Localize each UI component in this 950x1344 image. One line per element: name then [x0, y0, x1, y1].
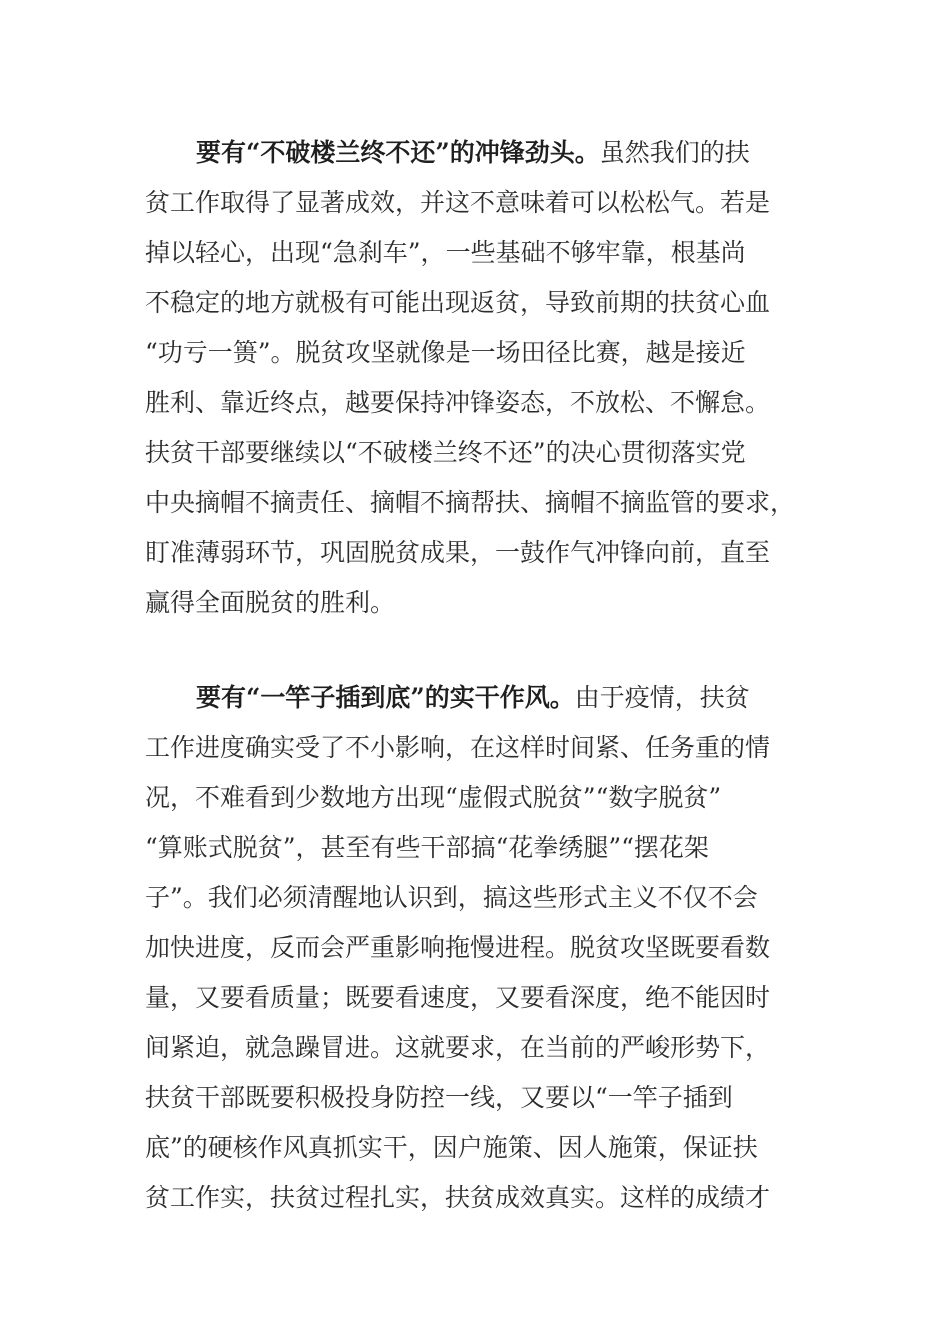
paragraph-line: 工作进度确实受了不小影响，在这样时间紧、任务重的情 — [145, 733, 771, 762]
paragraph-line: “功亏一篑”。脱贫攻坚就像是一场田径比赛，越是接近 — [145, 338, 746, 367]
paragraph-line: 间紧迫，就急躁冒进。这就要求，在当前的严峻形势下， — [145, 1033, 771, 1062]
paragraph-line: 赢得全面脱贫的胜利。 — [145, 588, 396, 617]
paragraph-line: 掉以轻心，出现“急刹车”，一些基础不够牢靠，根基尚 — [145, 238, 746, 267]
paragraph-line: 扶贫干部既要积极投身防控一线，又要以“一竿子插到 — [145, 1083, 733, 1112]
paragraph-line: 子”。我们必须清醒地认识到，搞这些形式主义不仅不会 — [145, 883, 758, 912]
paragraph-lead-heading: 要有“不破楼兰终不还”的冲锋劲头。 — [196, 138, 600, 167]
paragraph-line: 胜利、靠近终点，越要保持冲锋姿态，不放松、不懈怠。 — [145, 388, 771, 417]
paragraph-lead-heading: 要有“一竿子插到底”的实干作风。 — [196, 683, 575, 712]
paragraph-text: 由于疫情，扶贫 — [574, 683, 750, 712]
paragraph-line: 贫工作实，扶贫过程扎实，扶贫成效真实。这样的成绩才 — [145, 1183, 771, 1212]
paragraph-text: 虽然我们的扶 — [599, 138, 750, 167]
paragraph-line: “算账式脱贫”，甚至有些干部搞“花拳绣腿”“摆花架 — [145, 833, 709, 862]
paragraph-first-line — [145, 673, 805, 723]
paragraph-line: 底”的硬核作风真抓实干，因户施策、因人施策，保证扶 — [145, 1133, 758, 1162]
paragraph-charge-spirit — [145, 128, 805, 628]
paragraph-line: 盯准薄弱环节，巩固脱贫成果，一鼓作气冲锋向前，直至 — [145, 538, 771, 567]
paragraph-line: 中央摘帽不摘责任、摘帽不摘帮扶、摘帽不摘监管的要求， — [145, 488, 796, 517]
paragraph-line: 不稳定的地方就极有可能出现返贫，导致前期的扶贫心血 — [145, 288, 771, 317]
paragraph-line: 量，又要看质量；既要看速度，又要看深度，绝不能因时 — [145, 983, 771, 1012]
paragraph-line: 扶贫干部要继续以“不破楼兰终不还”的决心贯彻落实党 — [145, 438, 746, 467]
paragraph-first-line — [145, 128, 805, 178]
paragraph-line: 加快进度，反而会严重影响拖慢进程。脱贫攻坚既要看数 — [145, 933, 771, 962]
paragraph-line: 况，不难看到少数地方出现“虚假式脱贫”“数字脱贫” — [145, 783, 722, 812]
paragraph-line: 贫工作取得了显著成效，并这不意味着可以松松气。若是 — [145, 188, 771, 217]
paragraph-practical-style — [145, 673, 805, 1223]
